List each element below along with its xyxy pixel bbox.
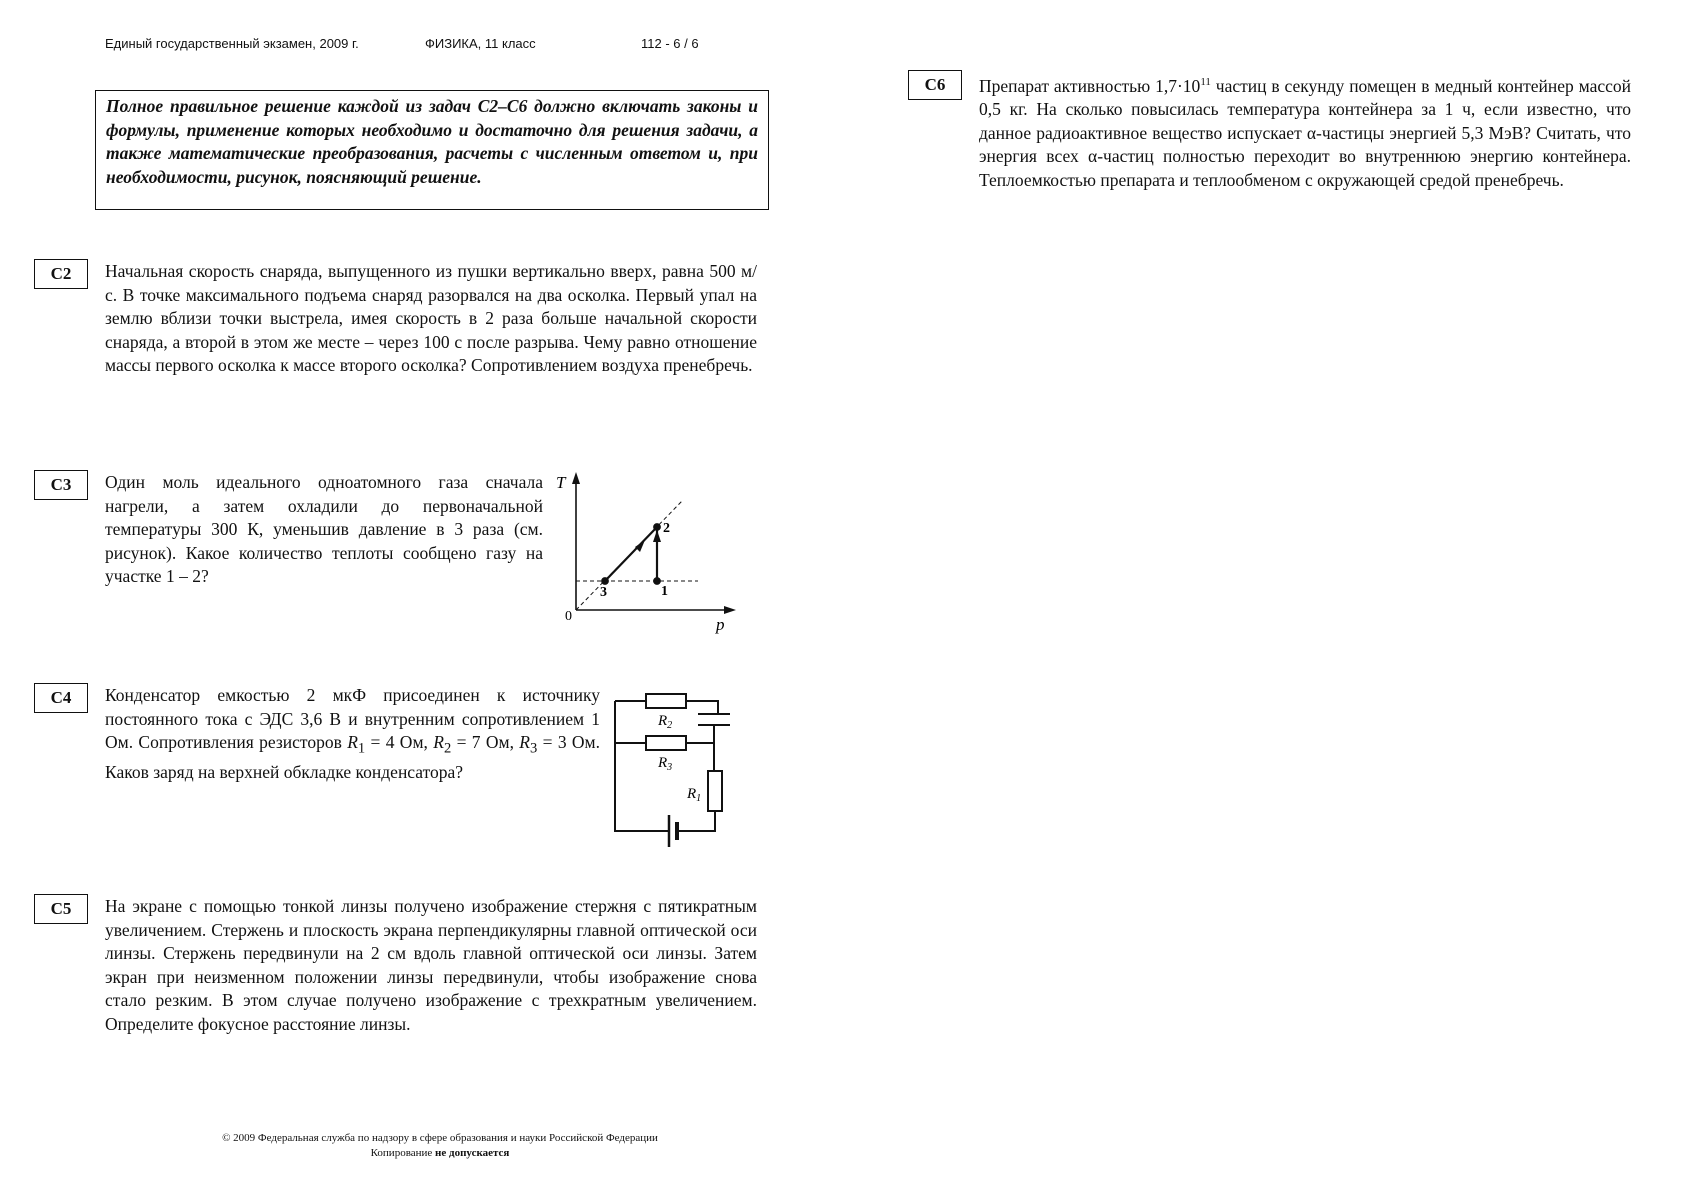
graph-p-label: p	[716, 615, 725, 634]
problem-label-c6: С6	[908, 70, 962, 100]
page-number: 112 - 6 / 6	[641, 36, 699, 51]
problem-label-c5: С5	[34, 894, 88, 924]
circuit-label-r1: $R_1$	[687, 786, 702, 804]
circuit-label-r2: $R_2$	[658, 713, 673, 731]
footer-copy-notice: Копирование не допускается	[370, 1147, 510, 1159]
problem-label-c2: С2	[34, 259, 88, 289]
graph-arrow-1-2	[653, 530, 661, 542]
problem-label-c3: С3	[34, 470, 88, 500]
subject-title: ФИЗИКА, 11 класс	[425, 36, 536, 51]
resistor-r2	[646, 694, 686, 708]
graph-origin-label: 0	[565, 609, 572, 624]
circuit-label-r3: $R_3$	[658, 755, 673, 773]
exam-title: Единый государственный экзамен, 2009 г.	[105, 36, 359, 51]
problem-text-c6: Препарат активностью $1,7\cdot 10^{11}$ частиц в секунду помещен в медный контейнер массой 0,5 кг. На сколько повысилась температура контейнера за 1 ч, если известно, что данное радиоактивное вещество испускает α-частицы энергией 5,3 МэВ? Считать, что энергия всех α-частиц полностью переходит во внутреннюю энергию контейнера. Теплоемкостью препарата и теплообменом с окружающей средой пренебречь.	[979, 75, 1631, 190]
graph-label-3: 3	[600, 585, 607, 600]
resistor-r3	[646, 736, 686, 750]
problem-text-c3: Один моль идеального одноатомного газа сначала нагрели, а затем охладили до первоначальной температуры 300 К, уменьшив давление в 3 раза (см. рисунок). Какое количество теплоты сообщено газу на участке 1 – 2?	[105, 472, 543, 586]
c3-t-p-graph	[548, 470, 748, 640]
graph-t-label: T	[556, 473, 566, 492]
problem-text-c4: Конденсатор емкостью 2 мкФ присоединен к источнику постоянного тока с ЭДС 3,6 В и внутренним сопротивлением 1 Ом. Сопротивления резисторов $R_1 = 4$ Ом, $R_2 = 7$ Ом, $R_3 = 3$ Ом. Каков заряд на верхней обкладке конденсатора?	[105, 685, 600, 782]
graph-p-axis-arrow	[724, 606, 736, 614]
c4-circuit-diagram	[608, 683, 748, 853]
graph-segment-2-3	[605, 527, 657, 581]
graph-point-3	[602, 578, 608, 584]
footer-copyright: © 2009 Федеральная служба по надзору в сфере образования и науки Российской Федерации	[222, 1132, 658, 1144]
problem-text-c2: Начальная скорость снаряда, выпущенного из пушки вертикально вверх, равна 500 м/с. В точке максимального подъема снаряд разорвался на два осколка. Первый упал на землю вблизи точки выстрела, имея скорость в 2 раза больше начальной скорости снаряда, а второй в этом же месте – через 100 с после разрыва. Чему равно отношение массы первого осколка к массе второго осколка? Сопротивлением воздуха пренебречь.	[105, 261, 757, 375]
graph-arrow-2-3	[635, 540, 645, 552]
graph-t-axis-arrow	[572, 472, 580, 484]
graph-label-1: 1	[661, 584, 668, 599]
graph-point-2	[654, 524, 660, 530]
problem-label-c4: С4	[34, 683, 88, 713]
problem-text-c5: На экране с помощью тонкой линзы получено изображение стержня с пятикратным увеличением. Стержень и плоскость экрана перпендикулярны главной оптической оси линзы. Стержень передвинули на 2 см вдоль главной оптической оси линзы. Затем экран при неизменном положении линзы передвинули, чтобы изображение снова стало резким. В этом случае получено изображение с трехкратным увеличением. Определите фокусное расстояние линзы.	[105, 896, 757, 1034]
graph-label-2: 2	[663, 521, 670, 536]
solution-requirements-notice: Полное правильное решение каждой из задач С2–С6 должно включать законы и формулы, применение которых необходимо и достаточно для решения задачи, а также математические преобразования, расчеты с численным ответом и, при необходимости, рисунок, поясняющий решение.	[95, 90, 769, 210]
resistor-r1	[708, 771, 722, 811]
graph-point-1	[654, 578, 660, 584]
